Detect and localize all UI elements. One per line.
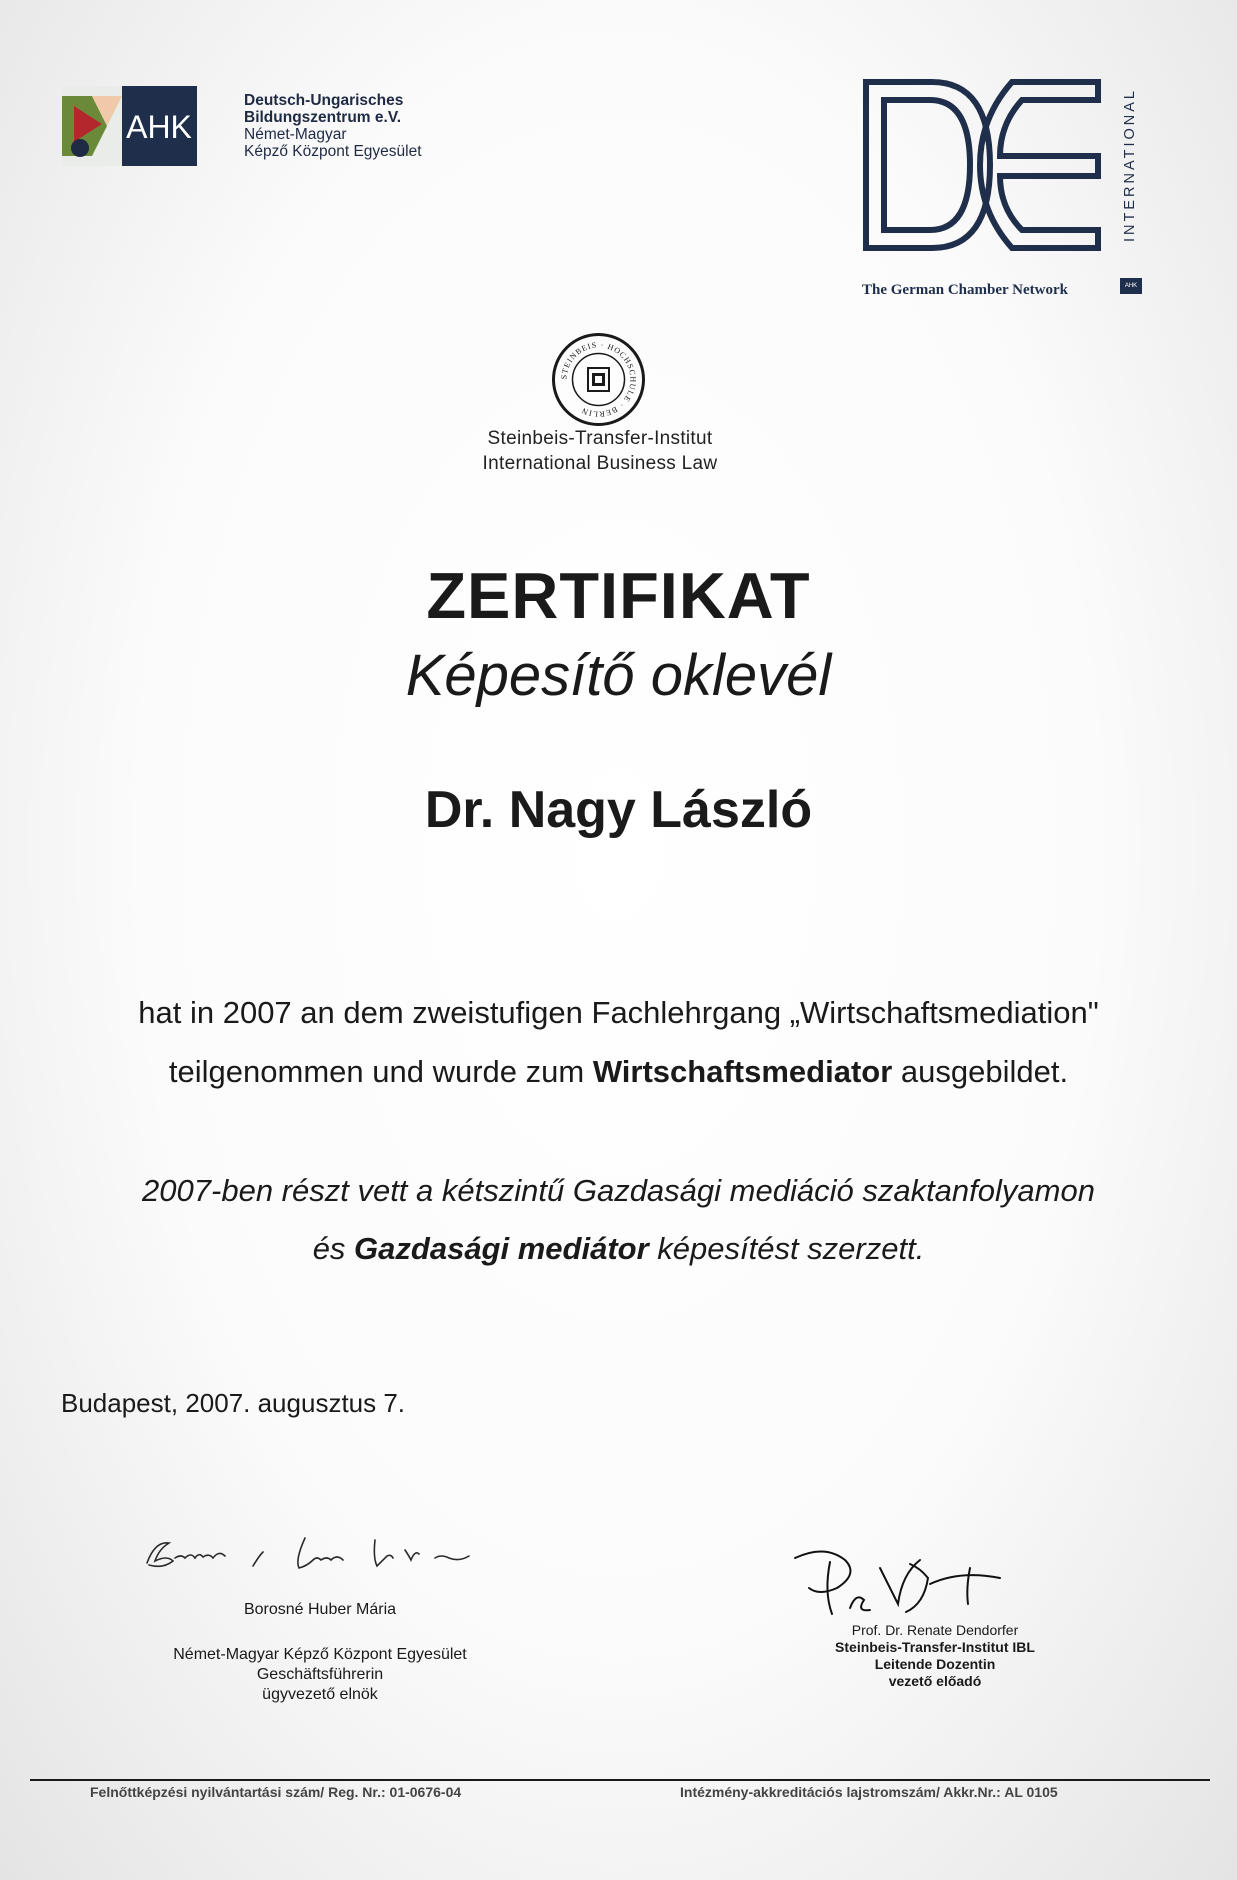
ahk-line-3: Német-Magyar [244, 126, 347, 143]
seal-institute-name: Steinbeis-Transfer-Institut [487, 428, 713, 449]
signature-left-details [130, 1600, 510, 1705]
ahk-org-name [244, 92, 422, 160]
signatory-left-role-de: Geschäftsführerin [256, 1666, 384, 1683]
de-international-text: INTERNATIONAL [1122, 88, 1138, 242]
signatory-left-org: Német-Magyar Képző Központ Egyesület [173, 1646, 467, 1663]
hungarian-qualification: Gazdasági mediátor [354, 1231, 649, 1266]
german-qualification: Wirtschaftsmediator [592, 1054, 893, 1089]
signatory-right-role-hu: vezető előadó [888, 1673, 982, 1689]
ahk-line-2: Bildungszentrum e.V. [244, 109, 402, 126]
signatory-right-org: Steinbeis-Transfer-Institut IBL [835, 1639, 1035, 1655]
de-mark-text: DE [862, 78, 864, 79]
recipient-name: Dr. Nagy László [424, 781, 813, 839]
de-international-logo [862, 78, 1102, 252]
de-international-label [1118, 78, 1142, 252]
signatory-left-role-hu: ügyvezető elnök [262, 1686, 378, 1703]
ahk-line-4: Képző Központ Egyesület [244, 143, 422, 160]
ahk-line-1: Deutsch-Ungarisches [244, 92, 404, 109]
german-text-line-2 [0, 1054, 1237, 1090]
hungarian-line-2-post: képesítést szerzett. [648, 1231, 925, 1266]
ahk-mini-badge: AHK [1120, 278, 1142, 294]
seal-ring-text: STEINBEIS · HOCHSCHULE · BERLIN [559, 340, 638, 419]
ahk-mark-text: AHK [126, 109, 192, 145]
german-line-2-post: ausgebildet. [892, 1054, 1069, 1089]
hungarian-text-line-2 [0, 1231, 1237, 1267]
certificate-subtitle: Képesítő oklevél [405, 643, 832, 708]
signatory-right-name: Prof. Dr. Renate Dendorfer [851, 1622, 1019, 1638]
seal-department: International Business Law [482, 453, 718, 474]
signatory-right-role-de: Leitende Dozentin [874, 1656, 996, 1672]
accreditation-number: Intézmény-akkreditációs lajstromszám/ Akkr.Nr.: AL 0105 [680, 1784, 1058, 1800]
signature-left [135, 1528, 495, 1583]
signatory-left-name: Borosné Huber Mária [243, 1601, 397, 1618]
hungarian-text-line-1: 2007-ben részt vett a kétszintű Gazdasági mediáció szaktanfolyamon [142, 1173, 1095, 1208]
signature-right-details [800, 1622, 1070, 1690]
registration-number: Felnőttképzési nyilvántartási szám/ Reg. Nr.: 01-0676-04 [90, 1784, 462, 1800]
footer-divider [30, 1779, 1210, 1781]
chamber-network-tagline: The German Chamber Network [862, 282, 1068, 298]
ahk-logo [62, 86, 197, 166]
steinbeis-seal [551, 332, 646, 427]
certificate-title: ZERTIFIKAT [426, 559, 811, 632]
german-text-line-1: hat in 2007 an dem zweistufigen Fachlehrgang „Wirtschaftsmediation" [138, 995, 1099, 1030]
hungarian-line-2-pre: és [312, 1231, 355, 1266]
place-and-date: Budapest, 2007. augusztus 7. [61, 1388, 406, 1418]
german-line-2-pre: teilgenommen und wurde zum [168, 1054, 593, 1089]
